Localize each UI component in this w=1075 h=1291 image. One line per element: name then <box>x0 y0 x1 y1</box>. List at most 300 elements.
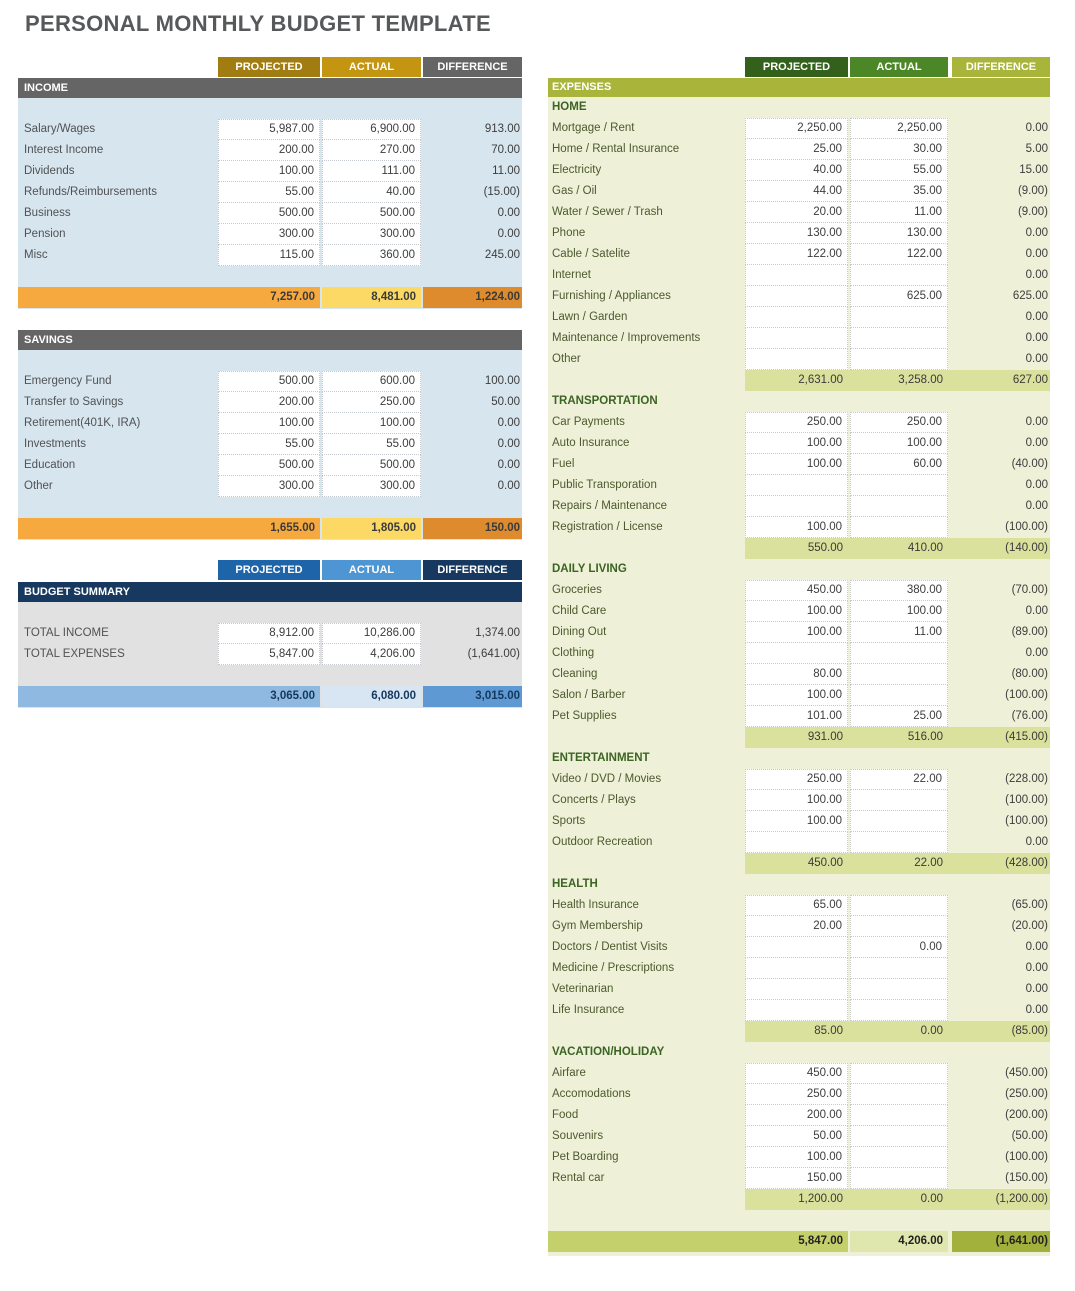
table-row <box>18 455 522 476</box>
expense-subtotal-row-daily-living <box>548 727 1050 748</box>
row-label: Life Insurance <box>552 1004 625 1016</box>
actual-cell[interactable]: 500.00 <box>322 455 421 476</box>
difference-value: 0.00 <box>497 207 520 219</box>
projected-cell[interactable]: 100.00 <box>745 601 848 622</box>
projected-cell[interactable]: 100.00 <box>745 1147 848 1168</box>
projected-cell[interactable] <box>745 1000 848 1021</box>
row-label: Misc <box>24 249 48 261</box>
projected-cell[interactable]: 200.00 <box>745 1105 848 1126</box>
actual-cell[interactable]: 100.00 <box>322 413 421 434</box>
actual-cell[interactable]: 11.00 <box>850 622 948 643</box>
actual-cell[interactable]: 100.00 <box>850 601 948 622</box>
row-label: Internet <box>552 269 591 281</box>
table-row <box>18 644 522 665</box>
actual-cell[interactable]: 22.00 <box>850 769 948 790</box>
table-row <box>548 265 1050 286</box>
row-label: Interest Income <box>24 144 104 156</box>
total-difference-cell: 1,224.00 <box>423 287 522 308</box>
table-row <box>18 434 522 455</box>
subtotal-actual: 0.00 <box>920 1193 943 1205</box>
expense-group-header-entertainment <box>548 748 1050 769</box>
subtotal-difference: (1,200.00) <box>995 1193 1048 1205</box>
row-label: Education <box>24 459 76 471</box>
projected-cell[interactable]: 50.00 <box>745 1126 848 1147</box>
projected-cell[interactable]: 500.00 <box>218 203 320 224</box>
actual-cell[interactable]: 60.00 <box>850 454 948 475</box>
table-row <box>548 706 1050 727</box>
total-projected-cell: 7,257.00 <box>18 287 320 308</box>
projected-cell[interactable] <box>745 286 848 307</box>
projected-cell[interactable]: 55.00 <box>218 434 320 455</box>
actual-cell[interactable] <box>850 895 948 916</box>
difference-value: (200.00) <box>1005 1109 1048 1121</box>
difference-value: 5.00 <box>1025 143 1048 155</box>
table-row <box>548 580 1050 601</box>
group-name: ENTERTAINMENT <box>552 752 650 764</box>
projected-cell[interactable]: 150.00 <box>745 1168 848 1189</box>
actual-cell[interactable]: 270.00 <box>322 140 421 161</box>
projected-cell[interactable]: 300.00 <box>218 476 320 497</box>
difference-value: 0.00 <box>497 228 520 240</box>
projected-cell[interactable] <box>745 307 848 328</box>
difference-value: (228.00) <box>1005 773 1048 785</box>
expenses-spacer-bottom <box>548 1210 1050 1231</box>
expenses-projected-column-header: PROJECTED <box>745 57 848 77</box>
actual-cell[interactable] <box>850 517 948 538</box>
table-row <box>548 160 1050 181</box>
table-row <box>548 496 1050 517</box>
summary-spacer-bottom <box>18 665 522 686</box>
actual-cell[interactable] <box>850 1000 948 1021</box>
difference-value: 0.00 <box>1025 227 1048 239</box>
actual-cell[interactable] <box>850 832 948 853</box>
actual-cell[interactable] <box>850 475 948 496</box>
row-label: Dining Out <box>552 626 607 638</box>
actual-cell[interactable] <box>850 265 948 286</box>
expenses-section <box>548 78 1050 1256</box>
actual-cell[interactable]: 122.00 <box>850 244 948 265</box>
table-row <box>548 1063 1050 1084</box>
actual-cell[interactable] <box>850 1084 948 1105</box>
row-label: Refunds/Reimbursements <box>24 186 157 198</box>
projected-cell[interactable]: 200.00 <box>218 140 320 161</box>
subtotal-actual: 410.00 <box>907 542 943 554</box>
subtotal-projected: 931.00 <box>807 731 843 743</box>
income-actual-column-header: ACTUAL <box>322 57 421 77</box>
summary-total-row <box>18 686 522 707</box>
summary-actual-column-header: ACTUAL <box>322 560 421 580</box>
actual-cell[interactable]: 25.00 <box>850 706 948 727</box>
actual-cell[interactable] <box>850 349 948 370</box>
income-total-row <box>18 287 522 308</box>
actual-cell[interactable]: 130.00 <box>850 223 948 244</box>
row-label: Gym Membership <box>552 920 643 932</box>
difference-value: (20.00) <box>1011 920 1048 932</box>
table-row <box>548 622 1050 643</box>
table-row <box>548 601 1050 622</box>
difference-value: 70.00 <box>491 144 520 156</box>
projected-cell[interactable]: 200.00 <box>218 392 320 413</box>
total-actual-cell: 4,206.00 <box>850 1231 948 1252</box>
expenses-difference-column-header: DIFFERENCE <box>952 57 1050 77</box>
subtotal-actual: 3,258.00 <box>898 374 943 386</box>
difference-value: 11.00 <box>492 165 520 177</box>
actual-cell[interactable] <box>850 811 948 832</box>
expense-subtotal-row-home <box>548 370 1050 391</box>
projected-cell[interactable]: 40.00 <box>745 160 848 181</box>
subtotal-actual: 0.00 <box>920 1025 943 1037</box>
expense-subtotal-row-entertainment <box>548 853 1050 874</box>
expenses-column-header-row <box>548 57 1050 77</box>
row-label: TOTAL INCOME <box>24 627 109 639</box>
difference-value: (65.00) <box>1011 899 1048 911</box>
row-label: Retirement(401K, IRA) <box>24 417 141 429</box>
actual-cell[interactable]: 250.00 <box>322 392 421 413</box>
subtotal-band <box>745 370 1050 391</box>
difference-value: 245.00 <box>484 249 520 261</box>
row-label: Medicine / Prescriptions <box>552 962 675 974</box>
row-label: Other <box>24 480 53 492</box>
subtotal-projected: 85.00 <box>814 1025 843 1037</box>
difference-value: (250.00) <box>1005 1088 1048 1100</box>
difference-value: (450.00) <box>1005 1067 1048 1079</box>
actual-cell[interactable] <box>850 643 948 664</box>
row-label: Electricity <box>552 164 602 176</box>
table-row <box>18 182 522 203</box>
expenses-total-row <box>548 1231 1050 1252</box>
table-row <box>548 979 1050 1000</box>
row-label: Emergency Fund <box>24 375 112 387</box>
table-row <box>548 202 1050 223</box>
actual-cell[interactable] <box>850 958 948 979</box>
row-label: Dividends <box>24 165 75 177</box>
row-label: Auto Insurance <box>552 437 630 449</box>
projected-cell[interactable] <box>745 958 848 979</box>
actual-cell[interactable]: 111.00 <box>322 161 421 182</box>
difference-value: (150.00) <box>1005 1172 1048 1184</box>
row-label: Salary/Wages <box>24 123 96 135</box>
row-label: Concerts / Plays <box>552 794 636 806</box>
table-row <box>18 623 522 644</box>
subtotal-actual: 22.00 <box>914 857 943 869</box>
actual-cell[interactable]: 6,900.00 <box>322 119 421 140</box>
summary-difference-column-header: DIFFERENCE <box>423 560 522 580</box>
projected-cell[interactable]: 65.00 <box>745 895 848 916</box>
projected-cell[interactable]: 2,250.00 <box>745 118 848 139</box>
difference-value: (100.00) <box>1005 521 1048 533</box>
table-row <box>548 1126 1050 1147</box>
row-label: Public Transporation <box>552 479 657 491</box>
projected-cell[interactable] <box>745 496 848 517</box>
projected-cell[interactable]: 25.00 <box>745 139 848 160</box>
subtotal-projected: 1,200.00 <box>798 1193 843 1205</box>
row-label: Repairs / Maintenance <box>552 500 668 512</box>
table-row <box>548 454 1050 475</box>
savings-spacer-bottom <box>18 497 522 518</box>
projected-cell[interactable]: 250.00 <box>745 769 848 790</box>
table-row <box>18 119 522 140</box>
projected-cell[interactable]: 100.00 <box>745 433 848 454</box>
table-row <box>18 392 522 413</box>
difference-value: 0.00 <box>1025 605 1048 617</box>
projected-cell[interactable]: 100.00 <box>745 811 848 832</box>
projected-cell[interactable]: 100.00 <box>218 413 320 434</box>
difference-value: (1,641.00) <box>467 648 520 660</box>
table-row <box>548 769 1050 790</box>
row-label: Maintenance / Improvements <box>552 332 701 344</box>
projected-cell[interactable]: 8,912.00 <box>218 623 320 644</box>
total-difference-cell: (1,641.00) <box>952 1231 1050 1252</box>
actual-cell[interactable]: 55.00 <box>322 434 421 455</box>
table-row <box>18 245 522 266</box>
actual-cell[interactable]: 11.00 <box>850 202 948 223</box>
row-label: Mortgage / Rent <box>552 122 635 134</box>
difference-value: 0.00 <box>1025 332 1048 344</box>
table-row <box>18 224 522 245</box>
row-label: Veterinarian <box>552 983 614 995</box>
difference-value: 0.00 <box>1025 122 1048 134</box>
projected-cell[interactable]: 100.00 <box>745 685 848 706</box>
projected-cell[interactable] <box>745 643 848 664</box>
subtotal-difference: (85.00) <box>1011 1025 1048 1037</box>
table-row <box>548 139 1050 160</box>
total-projected-cell: 3,065.00 <box>18 686 320 707</box>
total-difference-cell: 150.00 <box>423 518 522 539</box>
row-label: Home / Rental Insurance <box>552 143 680 155</box>
actual-cell[interactable]: 0.00 <box>850 937 948 958</box>
actual-cell[interactable] <box>850 685 948 706</box>
table-row <box>548 1084 1050 1105</box>
expense-group-header-home <box>548 97 1050 118</box>
actual-cell[interactable]: 250.00 <box>850 412 948 433</box>
actual-cell[interactable] <box>850 790 948 811</box>
difference-value: 0.00 <box>497 459 520 471</box>
difference-value: 0.00 <box>1025 836 1048 848</box>
actual-cell[interactable] <box>850 328 948 349</box>
total-actual-cell: 8,481.00 <box>322 287 421 308</box>
actual-cell[interactable]: 4,206.00 <box>322 644 421 665</box>
actual-cell[interactable]: 30.00 <box>850 139 948 160</box>
table-row <box>548 223 1050 244</box>
table-row <box>18 371 522 392</box>
table-row <box>548 811 1050 832</box>
difference-value: 0.00 <box>1025 941 1048 953</box>
actual-cell[interactable]: 35.00 <box>850 181 948 202</box>
income-section-header: INCOME <box>18 78 522 98</box>
difference-value: 0.00 <box>497 480 520 492</box>
projected-cell[interactable] <box>745 349 848 370</box>
projected-cell[interactable] <box>745 265 848 286</box>
row-label: Souvenirs <box>552 1130 604 1142</box>
projected-cell[interactable] <box>745 328 848 349</box>
row-label: Airfare <box>552 1067 586 1079</box>
expense-group-header-transportation <box>548 391 1050 412</box>
projected-cell[interactable] <box>745 937 848 958</box>
actual-cell[interactable]: 300.00 <box>322 476 421 497</box>
table-row <box>548 937 1050 958</box>
projected-cell[interactable]: 44.00 <box>745 181 848 202</box>
difference-value: 0.00 <box>1025 479 1048 491</box>
table-row <box>548 244 1050 265</box>
projected-cell[interactable]: 101.00 <box>745 706 848 727</box>
actual-cell[interactable]: 10,286.00 <box>322 623 421 644</box>
projected-cell[interactable]: 100.00 <box>745 622 848 643</box>
projected-cell[interactable]: 122.00 <box>745 244 848 265</box>
difference-value: 0.00 <box>497 438 520 450</box>
row-label: Food <box>552 1109 579 1121</box>
table-row <box>548 1147 1050 1168</box>
income-spacer-bottom <box>18 266 522 287</box>
row-label: Water / Sewer / Trash <box>552 206 663 218</box>
savings-spacer-top <box>18 350 522 371</box>
difference-value: 0.00 <box>1025 353 1048 365</box>
savings-total-row <box>18 518 522 539</box>
total-projected-cell: 1,655.00 <box>18 518 320 539</box>
table-row <box>18 203 522 224</box>
projected-cell[interactable]: 130.00 <box>745 223 848 244</box>
projected-cell[interactable]: 115.00 <box>218 245 320 266</box>
subtotal-band <box>745 853 1050 874</box>
savings-section <box>18 330 522 540</box>
row-label: Salon / Barber <box>552 689 626 701</box>
table-row <box>18 413 522 434</box>
projected-cell[interactable] <box>745 832 848 853</box>
projected-cell[interactable]: 5,847.00 <box>218 644 320 665</box>
projected-cell[interactable]: 20.00 <box>745 916 848 937</box>
actual-cell[interactable] <box>850 1147 948 1168</box>
expense-group-header-vacation-holiday <box>548 1042 1050 1063</box>
difference-value: 0.00 <box>1025 962 1048 974</box>
actual-cell[interactable]: 500.00 <box>322 203 421 224</box>
difference-value: 0.00 <box>1025 437 1048 449</box>
subtotal-actual: 516.00 <box>907 731 943 743</box>
actual-cell[interactable]: 40.00 <box>322 182 421 203</box>
difference-value: (40.00) <box>1011 458 1048 470</box>
projected-cell[interactable]: 450.00 <box>745 580 848 601</box>
income-spacer-top <box>18 98 522 119</box>
actual-cell[interactable] <box>850 1126 948 1147</box>
difference-value: 0.00 <box>1025 416 1048 428</box>
difference-value: (100.00) <box>1005 1151 1048 1163</box>
subtotal-band <box>745 538 1050 559</box>
projected-cell[interactable]: 100.00 <box>745 790 848 811</box>
table-row <box>548 664 1050 685</box>
page-title: PERSONAL MONTHLY BUDGET TEMPLATE <box>25 11 491 36</box>
projected-cell[interactable] <box>745 979 848 1000</box>
table-row <box>548 307 1050 328</box>
row-label: Rental car <box>552 1172 605 1184</box>
projected-cell[interactable]: 250.00 <box>745 412 848 433</box>
projected-cell[interactable]: 80.00 <box>745 664 848 685</box>
actual-cell[interactable]: 55.00 <box>850 160 948 181</box>
row-label: Accomodations <box>552 1088 631 1100</box>
summary-column-header-row <box>18 560 522 580</box>
projected-cell[interactable]: 5,987.00 <box>218 119 320 140</box>
actual-cell[interactable] <box>850 1168 948 1189</box>
actual-cell[interactable] <box>850 1105 948 1126</box>
total-actual-cell: 1,805.00 <box>322 518 421 539</box>
group-name: TRANSPORTATION <box>552 395 658 407</box>
expenses-actual-column-header: ACTUAL <box>850 57 948 77</box>
expenses-section-header: EXPENSES <box>548 78 1050 97</box>
projected-cell[interactable]: 100.00 <box>218 161 320 182</box>
projected-cell[interactable]: 55.00 <box>218 182 320 203</box>
actual-cell[interactable] <box>850 916 948 937</box>
projected-cell[interactable]: 500.00 <box>218 455 320 476</box>
actual-cell[interactable]: 2,250.00 <box>850 118 948 139</box>
total-actual-cell: 6,080.00 <box>322 686 421 707</box>
income-projected-column-header: PROJECTED <box>218 57 320 77</box>
difference-value: 0.00 <box>1025 500 1048 512</box>
actual-cell[interactable] <box>850 307 948 328</box>
difference-value: (70.00) <box>1011 584 1048 596</box>
row-label: Lawn / Garden <box>552 311 628 323</box>
projected-cell[interactable] <box>745 475 848 496</box>
difference-value: 15.00 <box>1019 164 1048 176</box>
projected-cell[interactable]: 300.00 <box>218 224 320 245</box>
actual-cell[interactable] <box>850 496 948 517</box>
summary-spacer-top <box>18 602 522 623</box>
group-name: HOME <box>552 101 587 113</box>
row-label: Child Care <box>552 605 607 617</box>
actual-cell[interactable]: 380.00 <box>850 580 948 601</box>
budget-summary-section-header: BUDGET SUMMARY <box>18 582 522 602</box>
subtotal-difference: 627.00 <box>1012 374 1048 386</box>
expense-subtotal-row-health <box>548 1021 1050 1042</box>
projected-cell[interactable]: 450.00 <box>745 1063 848 1084</box>
row-label: TOTAL EXPENSES <box>24 648 125 660</box>
total-difference-cell: 3,015.00 <box>423 686 522 707</box>
difference-value: (15.00) <box>483 186 520 198</box>
table-row <box>548 412 1050 433</box>
table-row <box>18 140 522 161</box>
actual-cell[interactable] <box>850 664 948 685</box>
subtotal-projected: 2,631.00 <box>798 374 843 386</box>
actual-cell[interactable]: 360.00 <box>322 245 421 266</box>
projected-cell[interactable]: 20.00 <box>745 202 848 223</box>
actual-cell[interactable] <box>850 1063 948 1084</box>
projected-cell[interactable]: 250.00 <box>745 1084 848 1105</box>
row-label: Investments <box>24 438 86 450</box>
projected-cell[interactable]: 100.00 <box>745 517 848 538</box>
table-row <box>548 349 1050 370</box>
row-label: Health Insurance <box>552 899 639 911</box>
income-column-header-row <box>18 57 522 77</box>
difference-value: (100.00) <box>1005 689 1048 701</box>
difference-value: (80.00) <box>1011 668 1048 680</box>
savings-section-header: SAVINGS <box>18 330 522 350</box>
actual-cell[interactable]: 625.00 <box>850 286 948 307</box>
difference-value: 0.00 <box>1025 269 1048 281</box>
row-label: Sports <box>552 815 586 827</box>
subtotal-difference: (415.00) <box>1005 731 1048 743</box>
table-row <box>548 118 1050 139</box>
projected-cell[interactable]: 500.00 <box>218 371 320 392</box>
projected-cell[interactable]: 100.00 <box>745 454 848 475</box>
difference-value: (89.00) <box>1011 626 1048 638</box>
table-row <box>548 286 1050 307</box>
actual-cell[interactable]: 100.00 <box>850 433 948 454</box>
difference-value: 0.00 <box>1025 983 1048 995</box>
row-label: Fuel <box>552 458 575 470</box>
table-row <box>548 1168 1050 1189</box>
difference-value: 0.00 <box>1025 1004 1048 1016</box>
row-label: Pet Boarding <box>552 1151 619 1163</box>
actual-cell[interactable] <box>850 979 948 1000</box>
subtotal-difference: (428.00) <box>1005 857 1048 869</box>
actual-cell[interactable]: 300.00 <box>322 224 421 245</box>
actual-cell[interactable]: 600.00 <box>322 371 421 392</box>
